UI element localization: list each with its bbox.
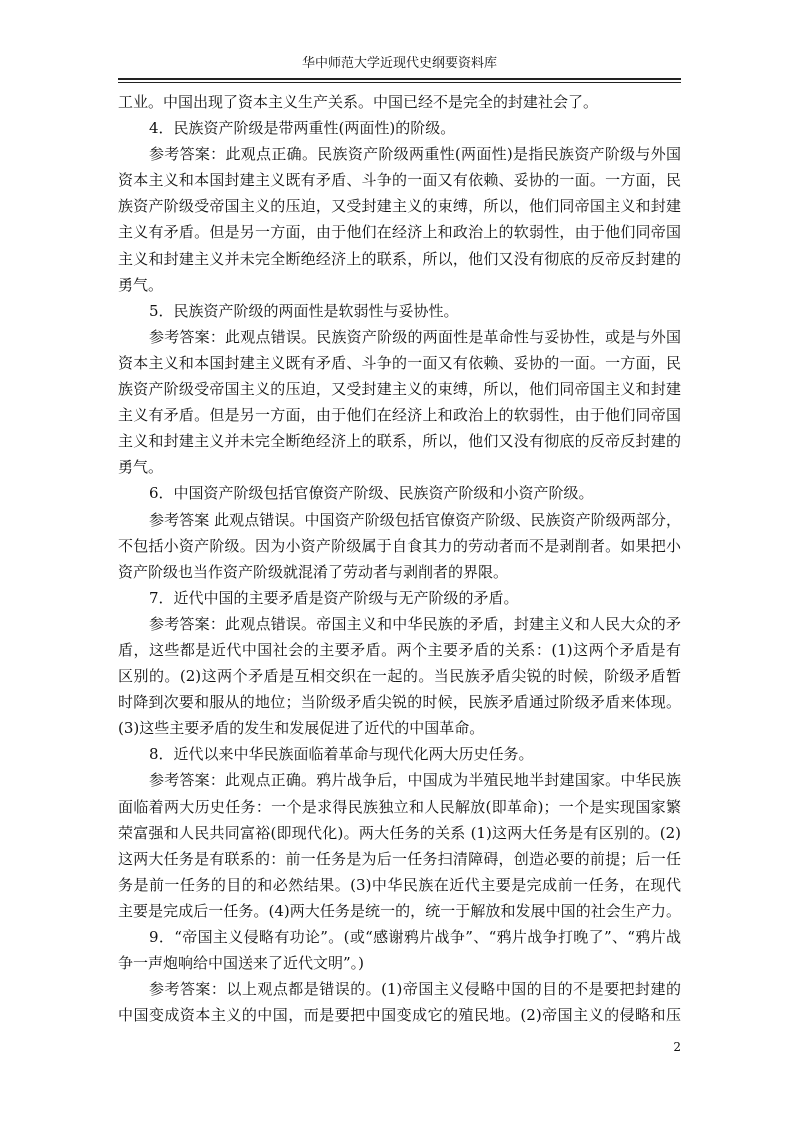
page-number: 2 [673, 1040, 681, 1054]
text-line: 参考答案：此观点错误。帝国主义和中华民族的矛盾，封建主义和人民大众的矛 [149, 614, 681, 633]
text-line: 区别的。(2)这两个矛盾是互相交织在一起的。当民族矛盾尖锐的时候，阶级矛盾暂 [118, 667, 681, 686]
text-line: 盾，这些都是近代中国社会的主要矛盾。两个主要矛盾的关系：(1)这两个矛盾是有 [118, 640, 681, 659]
text-line: 参考答案：此观点正确。民族资产阶级两重性(两面性)是指民族资产阶级与外国 [149, 145, 681, 164]
text-line: 主义有矛盾。但是另一方面，由于他们在经济上和政治上的软弱性，由于他们同帝国 [118, 406, 681, 425]
text-line: 参考答案 此观点错误。中国资产阶级包括官僚资产阶级、民族资产阶级两部分， [149, 510, 681, 529]
text-line: 5．民族资产阶级的两面性是软弱性与妥协性。 [149, 301, 459, 320]
document-body [118, 89, 681, 1028]
text-line: 中国变成资本主义的中国，而是要把中国变成它的殖民地。(2)帝国主义的侵略和压 [118, 1006, 681, 1025]
text-line: 时降到次要和服从的地位；当阶级矛盾尖锐的时候，民族矛盾通过阶级矛盾来体现。 [118, 693, 681, 712]
text-line: 参考答案：此观点错误。民族资产阶级的两面性是革命性与妥协性，或是与外国 [149, 327, 681, 346]
text-line: 争一声炮响给中国送来了近代文明”。) [118, 954, 365, 973]
text-line: 参考答案：以上观点都是错误的。(1)帝国主义侵略中国的目的不是要把封建的 [149, 980, 681, 999]
text-line: 参考答案：此观点正确。鸦片战争后，中国成为半殖民地半封建国家。中华民族 [149, 771, 681, 790]
text-line: 资本主义和本国封建主义既有矛盾、斗争的一面又有依赖、妥协的一面。一方面，民 [118, 171, 681, 190]
text-line: 勇气。 [118, 458, 164, 477]
text-line: 9．“帝国主义侵略有功论”。(或“感谢鸦片战争”、“鸦片战争打晚了”、“鸦片战 [149, 928, 681, 946]
text-line: (3)这些主要矛盾的发生和发展促进了近代的中国革命。 [118, 719, 485, 738]
text-line: 务是前一任务的目的和必然结果。(3)中华民族在近代主要是完成前一任务，在现代 [118, 875, 681, 894]
text-line: 不包括小资产阶级。因为小资产阶级属于自食其力的劳动者而不是剥削者。如果把小 [118, 536, 681, 555]
text-line: 这两大任务是有联系的：前一任务是为后一任务扫清障碍，创造必要的前提；后一任 [118, 849, 681, 868]
text-line: 荣富强和人民共同富裕(即现代化)。两大任务的关系 (1)这两大任务是有区别的。(2) [118, 823, 681, 842]
page-header: 华中师范大学近现代史纲要资料库 [301, 56, 497, 71]
text-line: 主要是完成后一任务。(4)两大任务是统一的，统一于解放和发展中国的社会生产力。 [118, 901, 681, 920]
header-rule-thin [118, 82, 681, 83]
text-line: 工业。中国出现了资本主义生产关系。中国已经不是完全的封建社会了。 [118, 93, 599, 111]
text-line: 7．近代中国的主要矛盾是资产阶级与无产阶级的矛盾。 [149, 588, 519, 607]
text-line: 主义和封建主义并未完全断绝经济上的联系，所以，他们又没有彻底的反帝反封建的 [118, 249, 681, 268]
text-line: 族资产阶级受帝国主义的压迫，又受封建主义的束缚，所以，他们同帝国主义和封建 [118, 380, 681, 399]
text-line: 面临着两大历史任务：一个是求得民族独立和人民解放(即革命)；一个是实现国家繁 [118, 797, 681, 816]
text-line: 资产阶级也当作资产阶级就混淆了劳动者与剥削者的界限。 [118, 562, 509, 581]
text-line: 主义有矛盾。但是另一方面，由于他们在经济上和政治上的软弱性，由于他们同帝国 [118, 223, 681, 242]
text-line: 族资产阶级受帝国主义的压迫，又受封建主义的束缚，所以，他们同帝国主义和封建 [118, 197, 681, 216]
text-line: 8．近代以来中华民族面临着革命与现代化两大历史任务。 [149, 745, 534, 764]
text-line: 勇气。 [118, 275, 164, 294]
header-rule-thick [118, 78, 681, 80]
text-line: 主义和封建主义并未完全断绝经济上的联系，所以，他们又没有彻底的反帝反封建的 [118, 432, 681, 451]
text-line: 6．中国资产阶级包括官僚资产阶级、民族资产阶级和小资产阶级。 [149, 484, 594, 503]
text-line: 4．民族资产阶级是带两重性(两面性)的阶级。 [149, 119, 456, 138]
text-line: 资本主义和本国封建主义既有矛盾、斗争的一面又有依赖、妥协的一面。一方面，民 [118, 353, 681, 372]
